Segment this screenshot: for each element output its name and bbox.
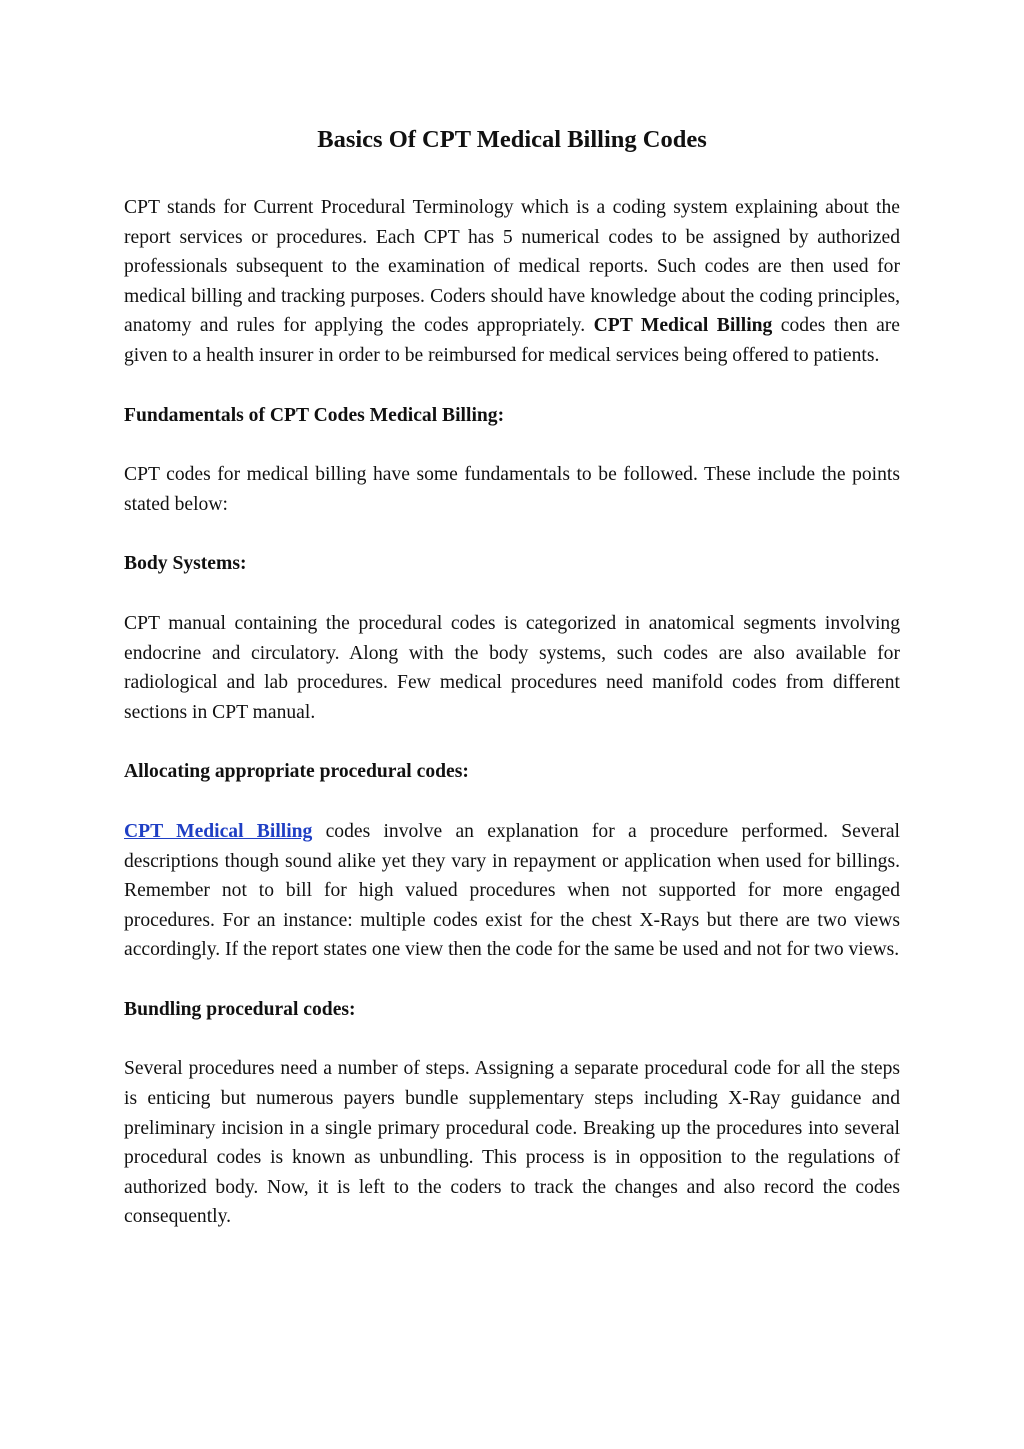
- allocating-paragraph: [124, 817, 900, 965]
- bundling-heading: Bundling procedural codes:: [124, 998, 356, 1020]
- cpt-medical-billing-link[interactable]: CPT Medical Billing: [124, 820, 313, 842]
- body-systems-heading: Body Systems:: [124, 553, 247, 575]
- bundling-paragraph: Several procedures need a number of steps. Assigning a separate procedural code for all the steps is enticing but numerous payers bundle supplementary steps including X-Ray guidance and preliminary incision in a single primary procedural code. Breaking up the procedures into several procedural codes is known as unbundling. This process is in opposition to the regulations of authorized body. Now, it is left to the coders to track the changes and also record the codes consequently.: [124, 1058, 900, 1228]
- intro-text-end: codes then are given to a health insurer in order to be reimbursed for medical services being offered to patients.: [124, 315, 900, 366]
- allocating-heading: Allocating appropriate procedural codes:: [124, 761, 469, 783]
- intro-bold-term: CPT Medical Billing: [593, 315, 773, 337]
- intro-paragraph: [124, 193, 900, 371]
- body-systems-paragraph: CPT manual containing the procedural codes is categorized in anatomical segments involving endocrine and circulatory. Along with the body systems, such codes are also available for radiological and lab procedures. Few medical procedures need manifold codes from different sections in CPT manual.: [124, 612, 900, 723]
- allocating-text: codes involve an explanation for a procedure performed. Several descriptions though sound alike yet they vary in repayment or application when used for billings. Remember not to bill for high valued procedures when not supported for more engaged procedures. For an instance: multiple codes exist for the chest X-Rays but there are two views accordingly. If the report states one view then the code for the same be used and not for two views.: [124, 820, 900, 961]
- fundamentals-paragraph: CPT codes for medical billing have some fundamentals to be followed. These include the points stated below:: [124, 464, 900, 515]
- fundamentals-heading: Fundamentals of CPT Codes Medical Billing:: [124, 404, 505, 426]
- intro-text-start: CPT stands for Current Procedural Terminology which is a coding system explaining about the report services or procedures. Each CPT has 5 numerical codes to be assigned by authorized professionals subsequent to the examination of medical reports. Such codes are then used for medical billing and tracking purposes. Coders should have knowledge about the coding principles, anatomy and rules for applying the codes appropriately.: [124, 197, 900, 337]
- document-title: Basics Of CPT Medical Billing Codes: [317, 126, 707, 153]
- document-page: [124, 120, 900, 1262]
